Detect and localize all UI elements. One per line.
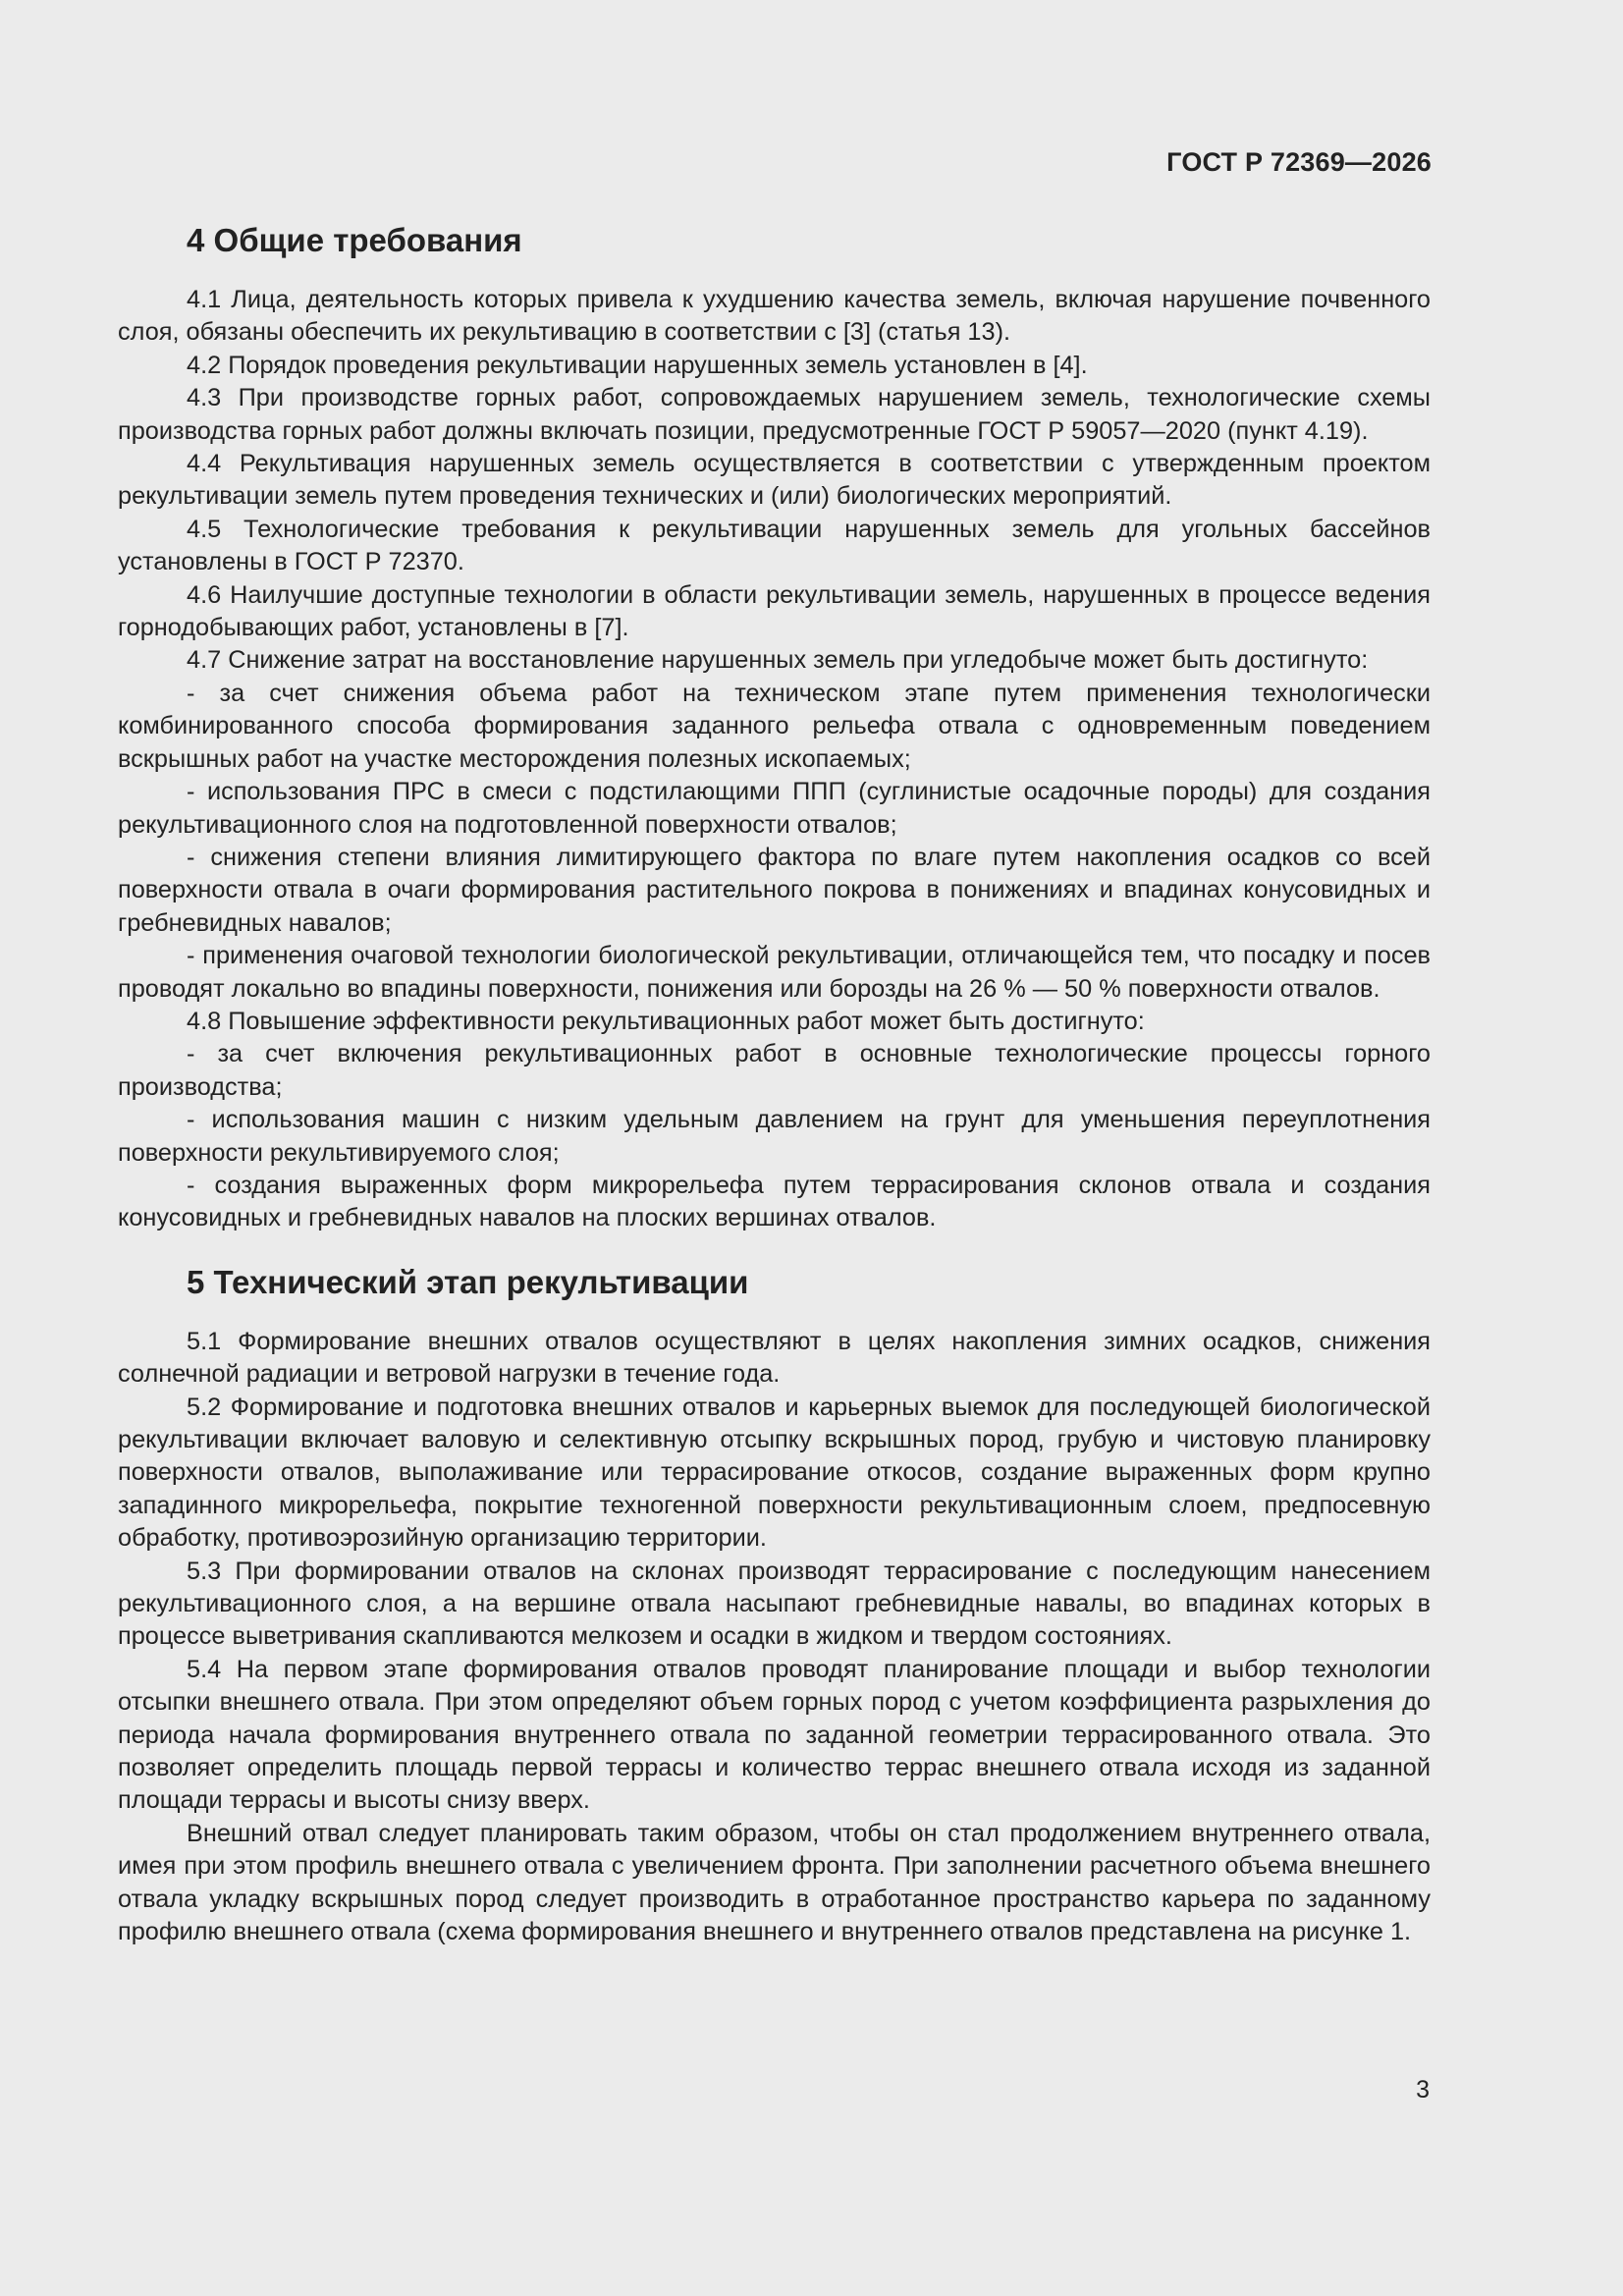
paragraph-4-5: 4.5 Технологические требования к рекультивации нарушенных земель для угольных бассейнов установлены в ГОСТ Р 72370. [118, 515, 1431, 576]
paragraph-4-4: 4.4 Рекультивация нарушенных земель осуществляется в соответствии с утвержденным проектом рекультивации земель путем проведения технических и (или) биологических мероприятий. [118, 450, 1431, 511]
paragraph-4-6: 4.6 Наилучшие доступные технологии в области рекультивации земель, нарушенных в процессе ведения горнодобывающих работ, установлены в [7]. [118, 580, 1431, 642]
paragraph-5-1: 5.1 Формирование внешних отвалов осуществляют в целях накопления зимних осадков, снижения солнечной радиации и ветровой нагрузки в течение года. [118, 1327, 1431, 1389]
paragraph-5-4: 5.4 На первом этапе формирования отвалов проводят планирование площади и выбор технологии отсыпки внешнего отвала. При этом определяют объем горных пород с учетом коэффициента разрыхления до периода начала формирования внутреннего отвала по заданной геометрии террасированного отвала. Это позволяет определить площадь первой террасы и количество террас внешнего отвала исходя из заданной площади террасы и высоты снизу вверх. [118, 1655, 1431, 1815]
list-item-4-7-d: - применения очаговой технологии биологической рекультивации, отличающейся тем, что посадку и посев проводят локально во впадины поверхности, понижения или борозды на 26 % — 50 % поверхности отвалов. [118, 942, 1431, 1003]
paragraph-4-1: 4.1 Лица, деятельность которых привела к ухудшению качества земель, включая нарушение почвенного слоя, обязаны обеспечить их рекультивацию в соответствии с [3] (статья 13). [118, 286, 1431, 347]
section-4-title: 4 Общие требования [187, 222, 522, 258]
paragraph-5-4-continued: Внешний отвал следует планировать таким образом, чтобы он стал продолжением внутреннего отвала, имея при этом профиль внешнего отвала с увеличением фронта. При заполнении расчетного объема внешнего отвала укладку вскрышных пород следует производить в отработанное пространство карьера по заданному профилю внешнего отвала (схема формирования внешнего и внутреннего отвалов представлена на рисунке 1. [118, 1819, 1431, 1946]
paragraph-4-7: 4.7 Снижение затрат на восстановление нарушенных земель при угледобыче может быть достигнуто: [187, 646, 1369, 675]
page-number: 3 [1416, 2076, 1430, 2104]
list-item-4-7-b: - использования ПРС в смеси с подстилающими ППП (суглинистые осадочные породы) для создания рекультивационного слоя на подготовленной поверхности отвалов; [118, 778, 1431, 839]
section-4-body [118, 284, 1431, 1235]
document-code: ГОСТ Р 72369—2026 [1166, 147, 1432, 177]
section-5-title: 5 Технический этап рекультивации [187, 1263, 749, 1300]
paragraph-5-2: 5.2 Формирование и подготовка внешних отвалов и карьерных выемок для последующей биологической рекультивации включает валовую и селективную отсыпку вскрышных пород, грубую и чистовую планировку поверхности отвалов, выполаживание или террасирование откосов, создание выраженных форм крупно западинного микрорельефа, покрытие техногенной поверхности рекультивационным слоем, предпосевную обработку, противоэрозийную организацию территории. [118, 1393, 1431, 1553]
paragraph-4-8: 4.8 Повышение эффективности рекультивационных работ может быть достигнуто: [187, 1007, 1145, 1035]
list-item-4-7-a: - за счет снижения объема работ на техническом этапе путем применения технологически комбинированного способа формирования заданного рельефа отвала с одновременным поведением вскрышных работ на участке месторождения полезных ископаемых; [118, 679, 1431, 773]
list-item-4-8-a: - за счет включения рекультивационных работ в основные технологические процессы горного производства; [118, 1040, 1431, 1101]
paragraph-4-3: 4.3 При производстве горных работ, сопровождаемых нарушением земель, технологические схемы производства горных работ должны включать позиции, предусмотренные ГОСТ Р 59057—2020 (пункт 4.19). [118, 384, 1431, 445]
list-item-4-7-c: - снижения степени влияния лимитирующего фактора по влаге путем накопления осадков со всей поверхности отвала в очаги формирования растительного покрова в понижениях и впадинах конусовидных и гребневидных навалов; [118, 843, 1431, 937]
section-5-body [118, 1326, 1431, 1949]
list-item-4-8-c: - создания выраженных форм микрорельефа путем террасирования склонов отвала и создания конусовидных и гребневидных навалов на плоских вершинах отвалов. [118, 1171, 1431, 1232]
paragraph-4-2: 4.2 Порядок проведения рекультивации нарушенных земель установлен в [4]. [187, 351, 1088, 379]
paragraph-5-3: 5.3 При формировании отвалов на склонах производят террасирование с последующим нанесением рекультивационного слоя, а на вершине отвала насыпают гребневидные навалы, во впадинах которых в процессе выветривания скапливаются мелкозем и осадки в жидком и твердом состояниях. [118, 1557, 1431, 1651]
page-content [118, 221, 1431, 1949]
list-item-4-8-b: - использования машин с низким удельным давлением на грунт для уменьшения переуплотнения поверхности рекультивируемого слоя; [118, 1106, 1431, 1167]
